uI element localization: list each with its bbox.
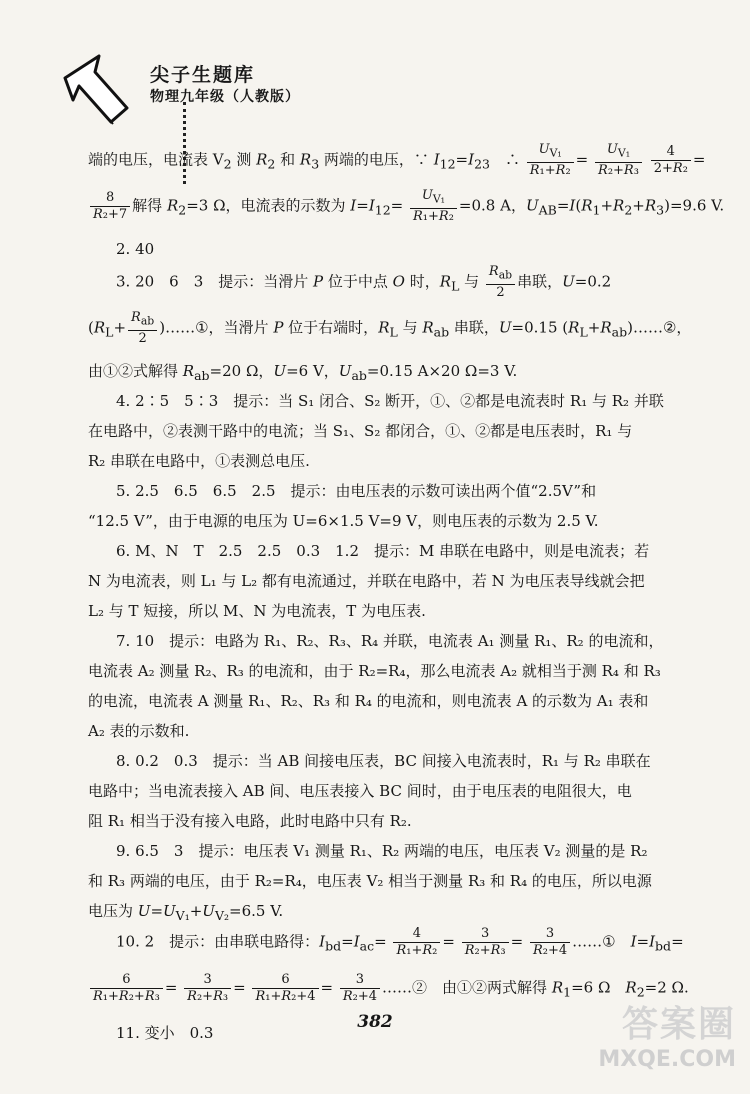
text-line: 电路中；当电流表接入 AB 间、电压表接入 BC 间时，由于电压表的电阻很大，电 bbox=[88, 782, 632, 800]
text-line: 9. 6.5 3 提示：电压表 V₁ 测量 R₁、R₂ 两端的电压，电压表 V₂ 测量的是 R₂ bbox=[116, 842, 648, 860]
text-line: 和 R₃ 两端的电压，由于 R₂=R₄，电压表 V₂ 相当于测量 R₃ 和 R₄ 的电压，所以电源 bbox=[88, 872, 652, 890]
text-line: 5. 2.5 6.5 6.5 2.5 提示：由电压表的示数可读出两个值“2.5V”和 bbox=[116, 482, 597, 500]
text-line: 阻 R₁ 相当于没有接入电路，此时电路中只有 R₂. bbox=[88, 812, 412, 830]
text-line: 电流表 A₂ 测量 R₂、R₃ 的电流和，由于 R₂=R₄，那么电流表 A₂ 就相当于测 R₄ 和 R₃ bbox=[88, 662, 661, 680]
fraction: $\frac{4}{\text{R₁+R₂}}$ bbox=[393, 926, 440, 959]
answer-text bbox=[88, 142, 725, 1048]
text-line: $\frac{8}{\text{R₂+7}}$ 解得 $R_2=3$ Ω，电流表的示数为 $I=I_{12}=$ $\frac{U_{V_1}}{\text{R₁+R₂}}$ =0.8 A，$U_{AB}=I(R_1+R_2+R_3)=9.6$ V. bbox=[88, 188, 700, 234]
fraction: $\frac{R_{ab}}{2}$ bbox=[128, 310, 157, 347]
text-line: 电压为 $U=U_{V_1}+U_{V_2}=6.5$ V. bbox=[88, 902, 284, 923]
text-line: 7. 10 提示：电路为 R₁、R₂、R₃、R₄ 并联，电流表 A₁ 测量 R₁、R₂ 的电流和， bbox=[116, 632, 664, 650]
fraction: $\frac{6}{\text{R₁+R₂+4}}$ bbox=[252, 972, 318, 1005]
fraction: $\frac{U_{V_1}}{\text{R₂+R₃}}$ bbox=[595, 142, 642, 179]
text-line: A₂ 表的示数和. bbox=[88, 722, 190, 740]
text-line: R₂ 串联在电路中，①表测总电压. bbox=[88, 452, 310, 470]
watermark-url: MXQE.COM bbox=[598, 1047, 736, 1072]
text-line: ($R_L+$ $\frac{R_{ab}}{2}$ )……①，当滑片 P 位于右端时，$R_L$ 与 $R_{ab}$ 串联，U=0.15 $(R_L+R_{ab})\dots\dots ②$， bbox=[88, 310, 692, 346]
brand-title: 尖子生题库 bbox=[150, 64, 256, 86]
text-line: 在电路中，②表测干路中的电流；当 S₁、S₂ 都闭合，①、②都是电压表时，R₁ 与 bbox=[88, 422, 633, 440]
text-line: L₂ 与 T 短接，所以 M、N 为电流表，T 为电压表. bbox=[88, 602, 426, 620]
fraction: $\frac{3}{\text{R₂+R₃}}$ bbox=[184, 972, 231, 1005]
fraction: $\frac{8}{\text{R₂+7}}$ bbox=[90, 190, 130, 223]
text-line: 4. 2∶5 5∶3 提示：当 S₁ 闭合、S₂ 断开，①、②都是电流表时 R₁ 与 R₂ 并联 bbox=[116, 392, 664, 410]
book-subtitle: 物理九年级（人教版） bbox=[150, 89, 300, 105]
text-line: 11. 变小 0.3 bbox=[116, 1024, 214, 1042]
watermark bbox=[598, 996, 736, 1072]
fraction: $\frac{U_{V_1}}{\text{R₁+R₂}}$ bbox=[410, 188, 457, 225]
fraction: $\frac{3}{\text{R₂+R₃}}$ bbox=[462, 926, 509, 959]
text-line: N 为电流表，则 L₁ 与 L₂ 都有电流通过，并联在电路中，若 N 为电压表导线就会把 bbox=[88, 572, 645, 590]
text-line: 10. 2 提示：由串联电路得：$I_{bd}=I_{ac}=$ $\frac{4}{\text{R₁+R₂}}$ = $\frac{3}{\text{R₂+R₃}}$ = $\frac{3}{\text{R₂+4}}$ ……① $I=I_{bd}=$ bbox=[116, 926, 684, 958]
text-line: 由①②式解得 $R_{ab}=20$ Ω，U=6 V，$U_{ab}=0.15$ A×20 Ω=3 V. bbox=[88, 362, 518, 383]
fraction: $\frac{4}{\text{2+R₂}}$ bbox=[651, 144, 691, 177]
text-line: 2. 40 bbox=[116, 240, 155, 258]
fraction: $\frac{3}{\text{R₂+4}}$ bbox=[530, 926, 570, 959]
fraction: $\frac{U_{V_1}}{\text{R₁+R₂}}$ bbox=[527, 142, 574, 179]
text-line: $\frac{6}{\text{R₁+R₂+R₃}}$ = $\frac{3}{\text{R₂+R₃}}$ = $\frac{6}{\text{R₁+R₂+4}}$ = $\frac{3}{\text{R₂+4}}$ ……② 由①②两式解得 $R_1=6$ Ω $R_2=2$ Ω. bbox=[88, 972, 700, 1018]
text-line: 的电流，电流表 A 测量 R₁、R₂、R₃ 和 R₄ 的电流和，则电流表 A 的示数为 A₁ 表和 bbox=[88, 692, 649, 710]
text-line: 6. M、N T 2.5 2.5 0.3 1.2 提示：M 串联在电路中，则是电流表；若 bbox=[116, 542, 650, 560]
watermark-logo: 答案圈 bbox=[621, 1004, 736, 1045]
fraction: $\frac{R_{ab}}{2}$ bbox=[486, 264, 515, 301]
text-line: 8. 0.2 0.3 提示：当 AB 间接电压表，BC 间接入电流表时，R₁ 与 R₂ 串联在 bbox=[116, 752, 651, 770]
text-line: 3. 20 6 3 提示：当滑片 P 位于中点 O 时，$R_L$ 与 $\frac{R_{ab}}{2}$ 串联，U=0.2 bbox=[116, 264, 612, 300]
fraction: $\frac{3}{\text{R₂+4}}$ bbox=[340, 972, 380, 1005]
text-line: “12.5 V”，由于电源的电压为 U=6×1.5 V=9 V，则电压表的示数为 2.5 V. bbox=[88, 512, 599, 530]
fraction: $\frac{6}{\text{R₁+R₂+R₃}}$ bbox=[90, 972, 163, 1005]
text-line: 端的电压，电流表 $V_2$ 测 $R_2$ 和 $R_3$ 两端的电压，∵ $I_{12}=I_{23}$ ∴ $\frac{U_{V_1}}{\text{R₁+R₂}}$ = $\frac{U_{V_1}}{\text{R₂+R₃}}$ $\frac{4}{\text{2+R₂}}$ = bbox=[88, 142, 706, 178]
page-number: 382 bbox=[357, 1012, 393, 1032]
